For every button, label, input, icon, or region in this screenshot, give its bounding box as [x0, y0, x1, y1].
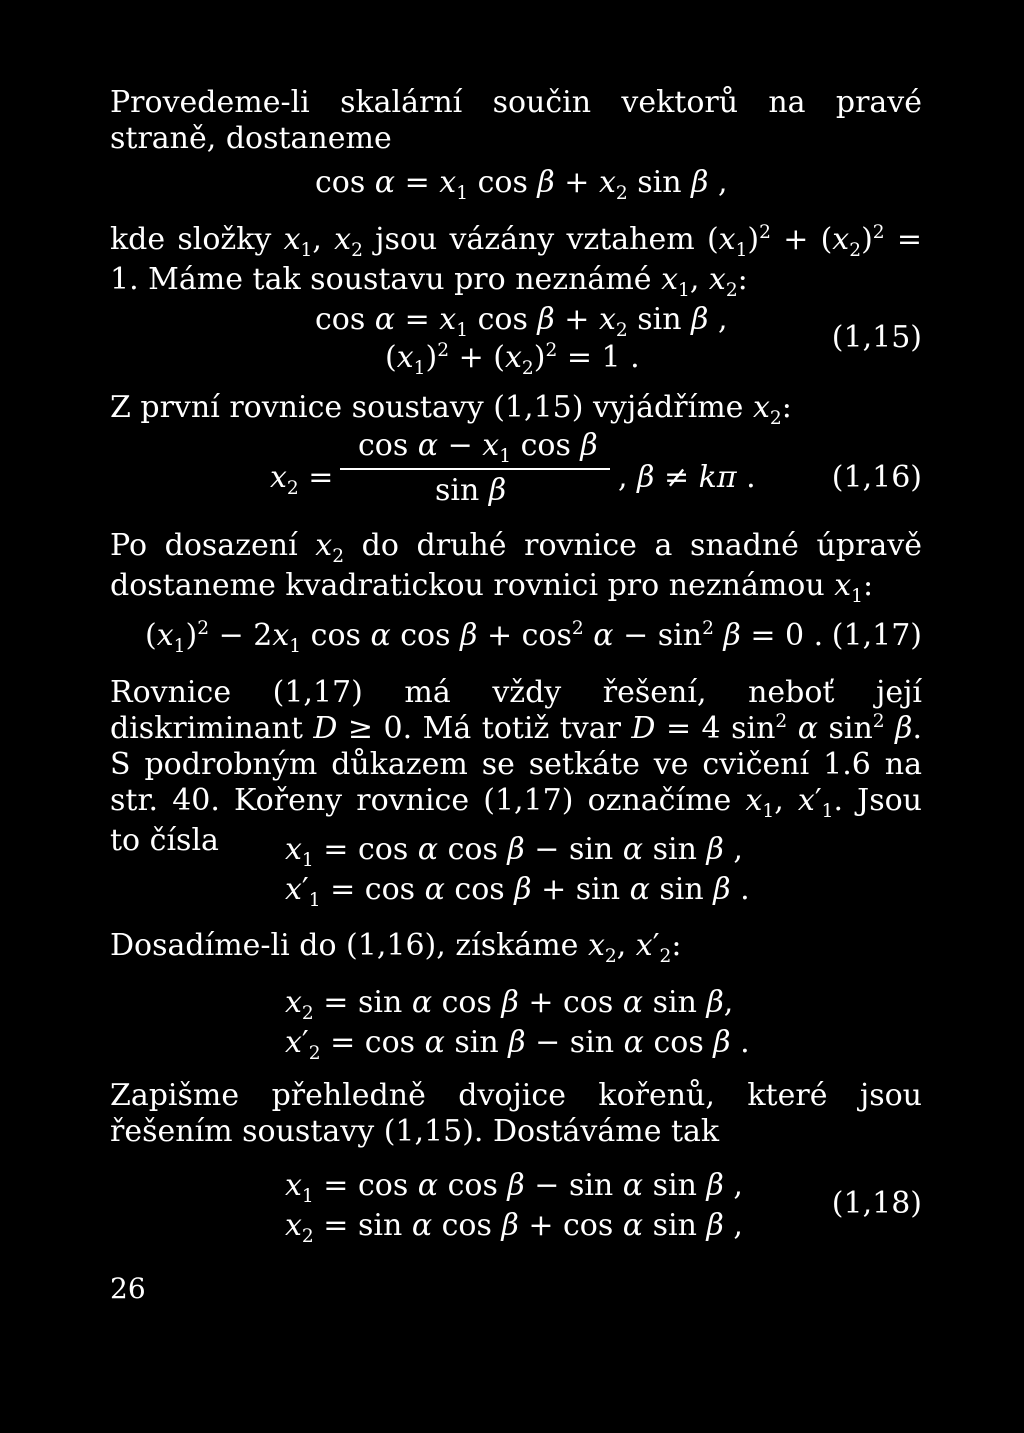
equation-number-1-15: (1,15) — [831, 320, 922, 355]
paragraph-substitution: Po dosazení $x_2$ do druhé rovnice a snadné úpravě dostaneme kvadratickou rovnici pro neznámou $x_1$: — [110, 528, 922, 608]
paragraph-intro — [110, 85, 922, 157]
system-line-2: $(x_1)^2 + (x_2)^2 = 1$ . — [385, 340, 640, 379]
fraction — [340, 428, 610, 508]
root-x2: $x_2 = \sin \alpha$ cos β + cos α sin β, — [285, 985, 734, 1024]
fraction-numerator: $\cos \alpha - x_1$ cos β — [358, 428, 598, 467]
system-line-1: $\cos \alpha = x_1$ $\cos \beta + x_2$ sin β , — [315, 302, 728, 341]
equation-x2-lhs: $x_2$ = — [270, 460, 334, 499]
page-number: 26 — [110, 1272, 146, 1305]
equation-quadratic: $(x_1)^2 - 2x_1$ cos α $\cos \beta + \cos^2 \alpha - \sin^2 \beta = 0$ . — [145, 618, 824, 657]
solution-x2: $x_2 = \sin \alpha$ cos β + cos α sin β , — [285, 1208, 743, 1247]
solution-x1: $x_1 = \cos \alpha$ cos β − sin α sin β , — [285, 1168, 743, 1207]
root-x2-prime: $x'_2 = \cos \alpha$ sin β − sin α cos β . — [285, 1025, 750, 1064]
equation-number-1-17: (1,17) — [831, 618, 922, 653]
equation-beta-condition: , β ≠ kπ . — [618, 460, 756, 495]
paragraph-text: Provedeme-li skalární součin vektorů na pravé straně, dostaneme — [110, 85, 922, 156]
fraction-denominator: sin β — [435, 473, 507, 508]
equation-number-1-16: (1,16) — [831, 460, 922, 495]
equation-number-1-18: (1,18) — [831, 1186, 922, 1221]
paragraph-substitute-back: Dosadíme-li do (1,16), získáme $x_2$, $x'_2$: — [110, 928, 682, 967]
paragraph-express-x2: Z první rovnice soustavy (1,15) vyjádříme $x_2$: — [110, 390, 792, 429]
fraction-bar — [340, 468, 610, 470]
equation-cos-alpha: $\cos \alpha = x_1$ $\cos \beta + x_2$ sin β , — [315, 165, 728, 204]
paragraph-components: kde složky $x_1$, $x_2$ jsou vázány vztahem $(x_1)^2 + (x_2)^2 = 1$. Máme tak soustavu pro neznámé $x_1$, $x_2$: — [110, 222, 922, 302]
root-x1-prime: $x'_1 = \cos \alpha$ cos β + sin α sin β . — [285, 872, 750, 911]
paragraph-summary: Zapišme přehledně dvojice kořenů, které jsou řešením soustavy (1,15). Dostáváme tak — [110, 1078, 922, 1149]
paragraph-discriminant: Rovnice (1,17) má vždy řešení, neboť její diskriminant D ≥ 0. Má totiž tvar D = 4 $\sin^2 \alpha$ $\sin^2 \beta$. S podrobným důkazem se setkáte ve cvičení 1.6 na str. 40. Kořeny rovnice (1,17) označíme $x_1$, $x'_1$. Jsou to čísla — [110, 675, 922, 859]
root-x1: $x_1 = \cos \alpha$ cos β − sin α sin β , — [285, 832, 743, 871]
